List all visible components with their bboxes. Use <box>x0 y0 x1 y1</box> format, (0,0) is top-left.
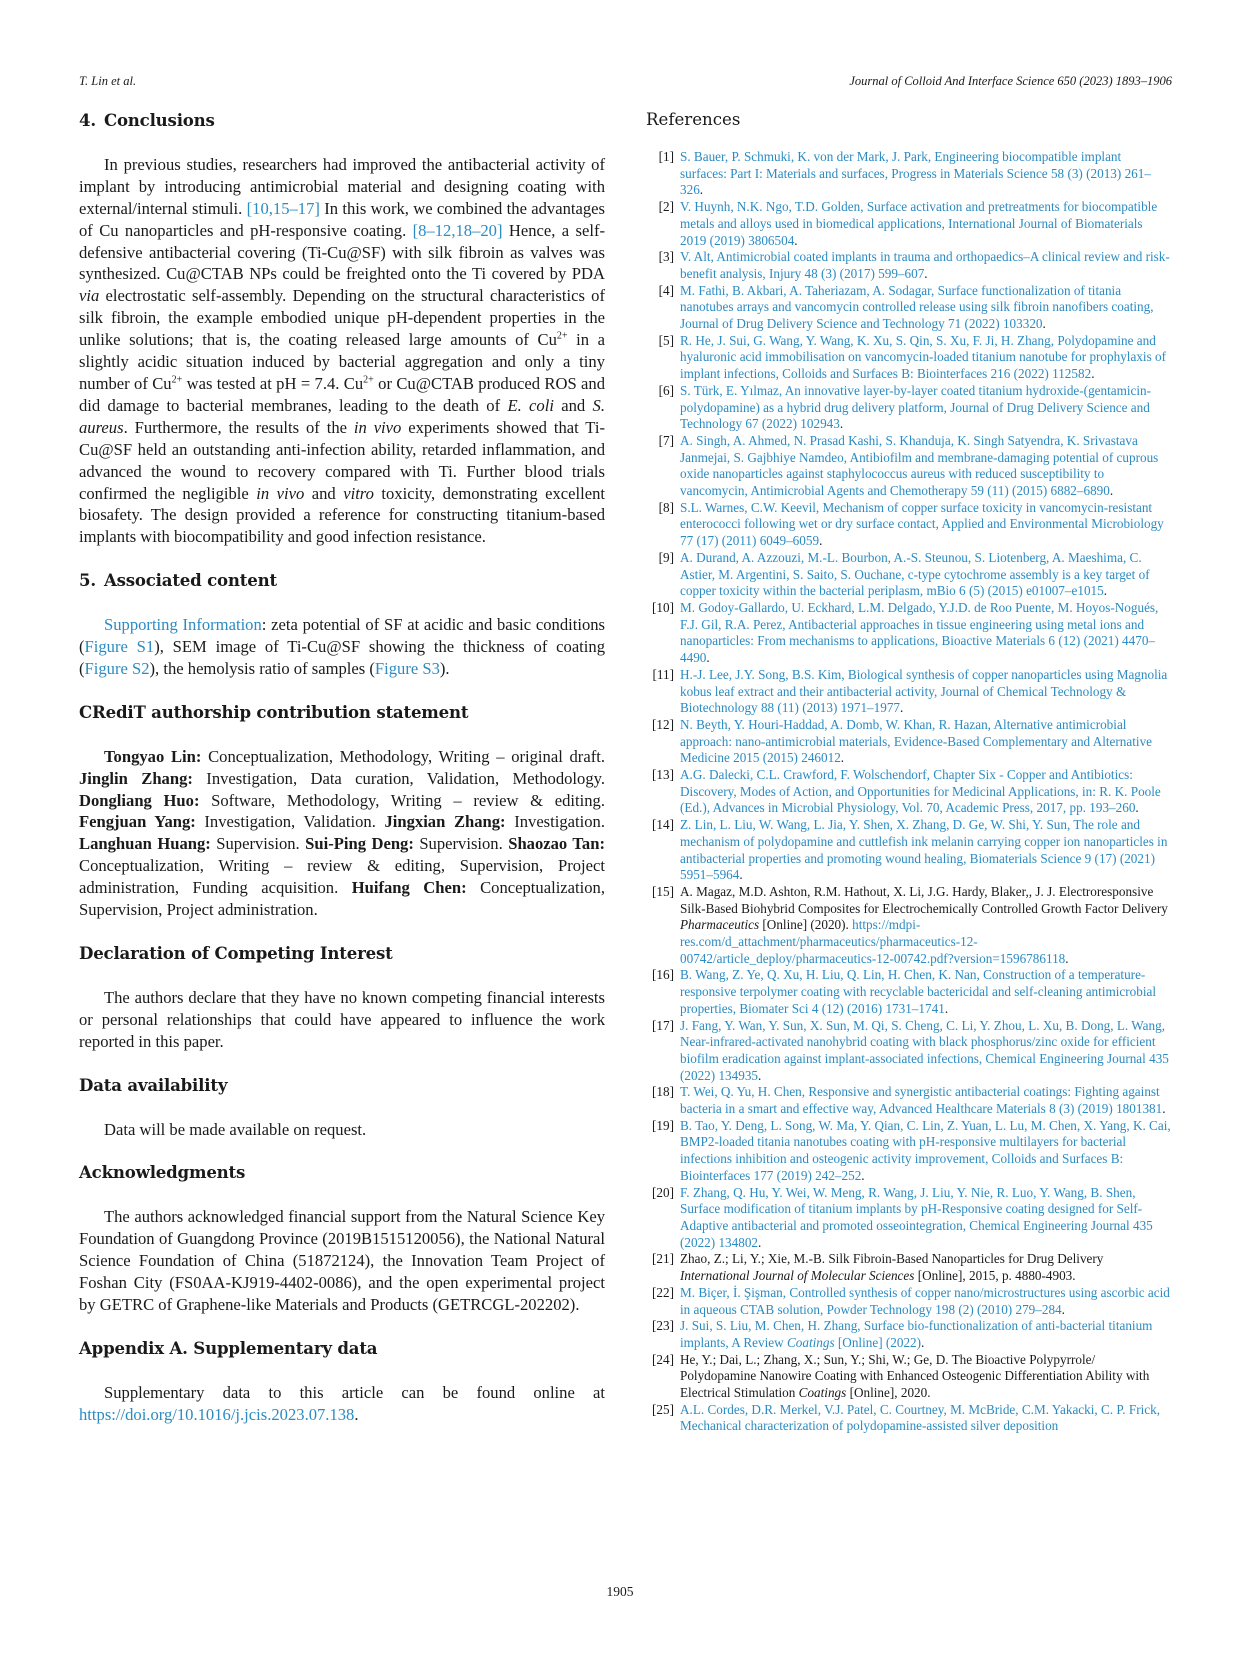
reference-text: [Online], 2015, p. 4880-4903. <box>914 1268 1076 1284</box>
reference-number: [18] <box>652 1084 674 1100</box>
author-name: Langhuan Huang: <box>79 834 211 854</box>
text-run: In previous studies, researchers had improved the antibacterial activity of implant by introducing antimicrobial material and designing coating with external/internal stimuli. <box>79 154 605 218</box>
section-heading-competing-interest: Declaration of Competing Interest <box>79 943 393 963</box>
text-run: ), the hemolysis ratio of samples ( <box>149 658 375 678</box>
superscript: 2+ <box>363 374 374 386</box>
reference-number: [4] <box>658 282 674 298</box>
author-name: Sui-Ping Deng: <box>305 834 414 854</box>
text-run: and <box>553 395 593 415</box>
reference-item: [1] S. Bauer, P. Schmuki, K. von der Mark, J. Park, Engineering biocompatible implant surfaces: Part I: Materials and surfaces, Progress in Materials Science 58 (3) (2013) 261–326. <box>646 149 1171 199</box>
reference-number: [13] <box>652 767 674 783</box>
reference-item: [20] F. Zhang, Q. Hu, Y. Wei, W. Meng, R. Wang, J. Liu, Y. Nie, R. Luo, Y. Wang, B. Shen, Surface modification of titanium implants by pH-Responsive coating designed for Self-Adaptive antibacterial and promoted osseointegration, Chemical Engineering Journal 435 (2022) 134802. <box>646 1185 1171 1252</box>
text-run: in a slightly acidic situation induced by bacterial aggregation and only a tiny number of Cu <box>79 330 605 393</box>
reference-number: [8] <box>658 499 674 515</box>
reference-link[interactable]: J. Sui, S. Liu, M. Chen, H. Zhang, Surface bio-functionalization of anti-bacterial titanium implants, A Review <box>680 1318 1153 1350</box>
reference-number: [25] <box>652 1401 674 1417</box>
text-run: : zeta potential of SF at acidic and basic conditions ( <box>79 615 605 657</box>
appendix-paragraph <box>79 1382 605 1426</box>
author-roles: Supervision. <box>413 834 509 854</box>
reference-journal: Coatings <box>798 1385 847 1401</box>
text-run: Hence, a self-defensive antibacterial covering (Ti-Cu@SF) with silk fibroin as valves was synthesized. Cu@CTAB NPs could be freighted onto the Ti covered by PDA <box>79 220 605 284</box>
text-run: In this work, we combined the advantages of Cu nanoparticles and pH-responsive coating. <box>79 198 605 240</box>
reference-text: [Online], 2020. <box>846 1385 931 1401</box>
reference-link[interactable]: T. Wei, Q. Yu, H. Chen, Responsive and synergistic antibacterial coatings: Fighting against bacteria in a smart and effective way, Advanced Healthcare Materials 8 (3) (2019) 1801381 <box>680 1084 1163 1117</box>
reference-link[interactable]: B. Wang, Z. Ye, Q. Xu, H. Liu, Q. Lin, H. Chen, K. Nan, Construction of a temperature-responsive terpolymer coating with recyclable bactericidal and self-cleaning antimicrobial properties, Biomater Sci 4 (12) (2016) 1731–1741 <box>680 967 1157 1016</box>
reference-item: [7] A. Singh, A. Ahmed, N. Prasad Kashi, S. Khanduja, K. Singh Satyendra, K. Srivastava Janmejai, S. Gajbhiye Namdeo, Antibiofilm and membrane-damaging potential of cuprous oxide nanoparticles against staphylococcus aureus with reduced susceptibility to vancomycin, Antimicrobial Agents and Chemotherapy 59 (11) (2015) 6882–6890. <box>646 433 1171 500</box>
left-column <box>79 110 605 1448</box>
running-head-authors: T. Lin et al. <box>79 74 137 88</box>
supporting-information-link[interactable]: Supporting Information <box>104 615 262 635</box>
reference-item: [11] H.-J. Lee, J.Y. Song, B.S. Kim, Biological synthesis of copper nanoparticles using Magnolia kobus leaf extract and their antibacterial activity, Journal of Chemical Technology & Biotechnology 88 (11) (2013) 1971–1977. <box>646 667 1171 717</box>
reference-number: [11] <box>652 666 674 682</box>
reference-number: [2] <box>658 199 674 215</box>
author-roles: Software, Methodology, Writing – review & editing. <box>199 790 605 810</box>
author-roles: Investigation, Validation. <box>195 812 385 832</box>
references-heading: References <box>646 110 741 129</box>
reference-link[interactable]: B. Tao, Y. Deng, L. Song, W. Ma, Y. Qian, C. Lin, Z. Yuan, L. Lu, M. Chen, X. Yang, K. Cai, BMP2-loaded titania nanotubes coating with pH-responsive multilayers for bacterial infections inhibition and osteogenic activity improvement, Colloids and Surfaces B: Biointerfaces 177 (2019) 242–252 <box>680 1117 1171 1183</box>
reference-link[interactable]: M. Fathi, B. Akbari, A. Taheriazam, A. Sodagar, Surface functionalization of titania nanotubes arrays and vancomycin controlled release using silk fibroin nanofibers coating, Journal of Drug Delivery Science and Technology 71 (2022) 103320 <box>680 282 1154 332</box>
reference-item <box>646 1402 1171 1435</box>
reference-link[interactable]: H.-J. Lee, J.Y. Song, B.S. Kim, Biological synthesis of copper nanoparticles using Magnolia kobus leaf extract and their antibacterial activity, Journal of Chemical Technology & Biotechnology 88 (11) (2013) 1971–1977 <box>680 666 1168 716</box>
reference-item: [18] T. Wei, Q. Yu, H. Chen, Responsive and synergistic antibacterial coatings: Fighting against bacteria in a smart and effective way, Advanced Healthcare Materials 8 (3) (2019) 1801381. <box>646 1084 1171 1117</box>
section-title: Conclusions <box>103 110 215 130</box>
reference-link[interactable]: [Online] (2022) <box>834 1334 922 1350</box>
figure-s3-link[interactable]: Figure S3 <box>374 658 440 678</box>
superscript: 2+ <box>171 374 183 386</box>
section-heading-conclusions <box>79 110 605 132</box>
author-name: Jinglin Zhang: <box>79 768 193 788</box>
section-number: 4. <box>79 110 96 130</box>
reference-number: [14] <box>652 817 674 833</box>
italic-term: in vivo <box>256 483 305 503</box>
italic-term: S. aureus <box>79 395 605 437</box>
reference-item: [14] Z. Lin, L. Liu, W. Wang, L. Jia, Y. Shen, X. Zhang, D. Ge, W. Shi, Y. Sun, The role and mechanism of polydopamine and cuttlefish ink melanin carrying copper ion nanoparticles in antibacterial properties and promoting wound healing, Biomaterials Science 9 (17) (2021) 5951–5964. <box>646 817 1171 884</box>
author-roles: Supervision. <box>210 834 306 854</box>
citation-link[interactable]: [8–12,18–20] <box>412 220 503 240</box>
reference-item: [22] M. Biçer, İ. Şişman, Controlled synthesis of copper nano/microstructures using ascorbic acid in aqueous CTAB solution, Powder Technology 198 (2) (2010) 279–284. <box>646 1285 1171 1318</box>
section-heading-data-availability: Data availability <box>79 1074 228 1095</box>
reference-url-link[interactable]: https://mdpi-res.com/d_attachment/pharmaceutics/pharmaceutics-12-00742/article_deploy/pharmaceutics-12-00742.pdf?version=1596786118 <box>680 917 1066 966</box>
author-name: Fengjuan Yang: <box>79 812 196 832</box>
reference-item: [23] J. Sui, S. Liu, M. Chen, H. Zhang, Surface bio-functionalization of anti-bacterial titanium implants, A Review Coatings [Online] (2022). <box>646 1318 1171 1351</box>
section-heading-associated-content <box>79 570 605 592</box>
reference-item <box>646 1251 1171 1284</box>
reference-journal: International Journal of Molecular Sciences <box>680 1268 915 1284</box>
author-name: Huifang Chen: <box>351 878 467 898</box>
section-heading-acknowledgments: Acknowledgments <box>79 1162 246 1183</box>
text-run: Supplementary data to this article can be found online at <box>104 1382 605 1402</box>
credit-paragraph <box>79 746 605 921</box>
reference-link[interactable]: F. Zhang, Q. Hu, Y. Wei, W. Meng, R. Wang, J. Liu, Y. Nie, R. Luo, Y. Wang, B. Shen, Surface modification of titanium implants by pH-Responsive coating designed for Self-Adaptive antibacterial and promoted osseointegration, Chemical Engineering Journal 435 (2022) 134802 <box>680 1184 1153 1250</box>
right-column <box>646 110 1171 1435</box>
reference-number: [20] <box>652 1184 674 1200</box>
reference-item: [17] J. Fang, Y. Wan, Y. Sun, X. Sun, M. Qi, S. Cheng, C. Li, Y. Zhou, L. Xu, B. Dong, L. Wang, Near-infrared-activated nanohybrid coating with black phosphorus/zinc oxide for efficient biofilm eradication against implant-associated infections, Chemical Engineering Journal 435 (2022) 134935. <box>646 1018 1171 1085</box>
author-roles: Conceptualization, Writing – review & editing, Supervision, Project administration, Funding acquisition. <box>79 856 605 898</box>
author-name: Tongyao Lin: <box>104 746 202 766</box>
reference-link[interactable]: A. Durand, A. Azzouzi, M.-L. Bourbon, A.-S. Steunou, S. Liotenberg, A. Maeshima, C. Astier, M. Argentini, S. Saito, S. Ouchane, c-type cytochrome assembly is a key target of copper toxicity within the bacterial periplasm, mBio 6 (5) (2015) e01007–e1015 <box>680 549 1150 599</box>
page-number: 1905 <box>606 1584 634 1599</box>
italic-term: via <box>79 286 100 306</box>
reference-number: [10] <box>652 599 674 615</box>
reference-link[interactable]: V. Alt, Antimicrobial coated implants in trauma and orthopaedics–A clinical review and risk-benefit analysis, Injury 48 (3) (2017) 599–607 <box>680 249 1170 281</box>
italic-term: in vivo <box>353 417 402 437</box>
section-heading-credit: CRediT authorship contribution statement <box>79 701 469 722</box>
acknowledgments-paragraph: The authors acknowledged financial support from the Natural Science Key Foundation of Guangdong Province (2019B1515120056), the National Natural Science Foundation of China (51872124), the Innovation Team Project of Foshan City (FS0AA-KJ919-4402-0086), and the open experimental project by GETRC of Graphene-like Materials and Products (GETRCGL-202202). <box>79 1207 605 1314</box>
text-run: and <box>304 483 344 503</box>
reference-item: [8] S.L. Warnes, C.W. Keevil, Mechanism of copper surface toxicity in vancomycin-resistant enterococci following wet or dry surface contact, Applied and Environmental Microbiology 77 (17) (2011) 6049–6059. <box>646 500 1171 550</box>
reference-number: [16] <box>652 967 674 983</box>
reference-link[interactable]: A.L. Cordes, D.R. Merkel, V.J. Patel, C. Courtney, M. McBride, C.M. Yakacki, C. P. Frick, Mechanical characterization of polydopamine-assisted silver deposition <box>680 1401 1160 1434</box>
reference-number: [24] <box>652 1351 674 1367</box>
reference-link[interactable]: Z. Lin, L. Liu, W. Wang, L. Jia, Y. Shen, X. Zhang, D. Ge, W. Shi, Y. Sun, The role and mechanism of polydopamine and cuttlefish ink melanin carrying copper ion nanoparticles in antibacterial properties and promoting wound healing, Biomaterials Science 9 (17) (2021) 5951–5964 <box>680 817 1168 883</box>
data-availability-paragraph: Data will be made available on request. <box>104 1119 367 1139</box>
reference-link[interactable]: R. He, J. Sui, G. Wang, Y. Wang, K. Xu, S. Qin, S. Xu, F. Ji, H. Zhang, Polydopamine and hyaluronic acid immobilisation on vancomycin-loaded titanium nanotube for prophylaxis of implant infections, Colloids and Surfaces B: Biointerfaces 216 (2022) 112582 <box>680 332 1166 382</box>
reference-item: [10] M. Godoy-Gallardo, U. Eckhard, L.M. Delgado, Y.J.D. de Roo Puente, M. Hoyos-Nogués, F.J. Gil, R.A. Perez, Antibacterial approaches in tissue engineering using metal ions and nanoparticles: From mechanisms to applications, Bioactive Materials 6 (12) (2021) 4470–4490. <box>646 600 1171 667</box>
italic-term: vitro <box>343 483 374 503</box>
conclusions-paragraph <box>79 154 605 548</box>
reference-item: [4] M. Fathi, B. Akbari, A. Taheriazam, A. Sodagar, Surface functionalization of titania nanotubes arrays and vancomycin controlled release using silk fibroin nanofibers coating, Journal of Drug Delivery Science and Technology 71 (2022) 103320. <box>646 283 1171 333</box>
text-run: toxicity, demonstrating excellent biosafety. The design provided a reference for constructing titanium-based implants with biocompatibility and good infection resistance. <box>79 483 605 547</box>
italic-term: E. coli <box>507 395 554 415</box>
reference-item: [13] A.G. Dalecki, C.L. Crawford, F. Wolschendorf, Chapter Six - Copper and Antibiotics: Discovery, Modes of Action, and Opportunities for Medicinal Applications, in: R. K. Poole (Ed.), Advances in Microbial Physiology, Vol. 70, Academic Press, 2017, pp. 193–260. <box>646 767 1171 817</box>
author-roles: Investigation, Data curation, Validation, Methodology. <box>192 768 605 788</box>
reference-number: [1] <box>658 149 674 164</box>
reference-link[interactable]: M. Godoy-Gallardo, U. Eckhard, L.M. Delgado, Y.J.D. de Roo Puente, M. Hoyos-Nogués, F.J. Gil, R.A. Perez, Antibacterial approaches in tissue engineering using metal ions and nanoparticles: From mechanisms to applications, Bioactive Materials 6 (12) (2021) 4470–4490 <box>680 599 1159 666</box>
reference-text: [Online] (2020). <box>759 917 853 933</box>
reference-number: [7] <box>658 432 674 448</box>
competing-interest-paragraph: The authors declare that they have no known competing financial interests or personal relationships that could have appeared to influence the work reported in this paper. <box>79 987 605 1051</box>
author-roles: Conceptualization, Methodology, Writing – original draft. <box>201 746 605 766</box>
reference-item: [16] B. Wang, Z. Ye, Q. Xu, H. Liu, Q. Lin, H. Chen, K. Nan, Construction of a temperature-responsive terpolymer coating with recyclable bactericidal and self-cleaning antimicrobial properties, Biomater Sci 4 (12) (2016) 1731–1741. <box>646 967 1171 1017</box>
reference-link[interactable]: A. Singh, A. Ahmed, N. Prasad Kashi, S. Khanduja, K. Singh Satyendra, K. Srivastava Janmejai, S. Gajbhiye Namdeo, Antibiofilm and membrane-damaging potential of cuprous oxide nanoparticles against staphylococcus aureus with reduced susceptibility to vancomycin, Antimicrobial Agents and Chemotherapy 59 (11) (2015) 6882–6890 <box>680 432 1159 499</box>
reference-item: [5] R. He, J. Sui, G. Wang, Y. Wang, K. Xu, S. Qin, S. Xu, F. Ji, H. Zhang, Polydopamine and hyaluronic acid immobilisation on vancomycin-loaded titanium nanotube for prophylaxis of implant infections, Colloids and Surfaces B: Biointerfaces 216 (2022) 112582. <box>646 333 1171 383</box>
reference-journal: Pharmaceutics <box>680 917 760 933</box>
reference-journal[interactable]: Coatings <box>786 1334 835 1350</box>
reference-link[interactable]: V. Huynh, N.K. Ngo, T.D. Golden, Surface activation and pretreatments for biocompatible metals and alloys used in biomedical applications, International Journal of Biomaterials 2019 (2019) 3806504 <box>680 199 1158 248</box>
author-name: Jingxian Zhang: <box>384 812 506 832</box>
text-run: electrostatic self-assembly. Depending on the structural characteristics of silk fibroin, the example embodied unique pH-dependent properties in the unlike solutions; that is, the coating released large amounts of Cu <box>79 286 605 350</box>
reference-number: [17] <box>652 1017 674 1033</box>
figure-s2-link[interactable]: Figure S2 <box>84 658 150 678</box>
text-run: . Furthermore, the results of the <box>123 417 354 437</box>
author-name: Dongliang Huo: <box>79 790 200 810</box>
superscript: 2+ <box>556 330 568 342</box>
reference-text: Zhao, Z.; Li, Y.; Xie, M.-B. Silk Fibroin-Based Nanoparticles for Drug Delivery <box>680 1251 1104 1267</box>
reference-item: [19] B. Tao, Y. Deng, L. Song, W. Ma, Y. Qian, C. Lin, Z. Yuan, L. Lu, M. Chen, X. Yang, K. Cai, BMP2-loaded titania nanotubes coating with pH-responsive multilayers for bacterial infections inhibition and osteogenic activity improvement, Colloids and Surfaces B: Biointerfaces 177 (2019) 242–252. <box>646 1118 1171 1185</box>
reference-number: [12] <box>652 716 674 732</box>
reference-item: [3] V. Alt, Antimicrobial coated implants in trauma and orthopaedics–A clinical review and risk-benefit analysis, Injury 48 (3) (2017) 599–607. <box>646 249 1171 282</box>
reference-number: [6] <box>658 382 674 398</box>
section-title: Associated content <box>103 570 277 591</box>
reference-link[interactable]: M. Biçer, İ. Şişman, Controlled synthesis of copper nano/microstructures using ascorbic acid in aqueous CTAB solution, Powder Technology 198 (2) (2010) 279–284 <box>680 1284 1170 1317</box>
reference-list <box>646 149 1171 1435</box>
reference-number: [15] <box>652 883 674 899</box>
citation-link[interactable]: [10,15–17] <box>246 198 320 218</box>
reference-item: [2] V. Huynh, N.K. Ngo, T.D. Golden, Surface activation and pretreatments for biocompatible metals and alloys used in biomedical applications, International Journal of Biomaterials 2019 (2019) 3806504. <box>646 199 1171 249</box>
reference-item: [6] S. Türk, E. Yılmaz, An innovative layer-by-layer coated titanium hydroxide-(gentamicin-polydopamine) as a hybrid drug delivery platform, Journal of Drug Delivery Science and Technology 67 (2022) 102943. <box>646 383 1171 433</box>
reference-number: [5] <box>658 332 674 348</box>
reference-link[interactable]: S. Bauer, P. Schmuki, K. von der Mark, J. Park, Engineering biocompatible implant surfaces: Part I: Materials and surfaces, Progress in Materials Science 58 (3) (2013) 261–326 <box>680 149 1151 198</box>
reference-link[interactable]: S. Türk, E. Yılmaz, An innovative layer-by-layer coated titanium hydroxide-(gentamicin-polydopamine) as a hybrid drug delivery platform, Journal of Drug Delivery Science and Technology 67 (2022) 102943 <box>680 382 1152 432</box>
reference-item: [15] A. Magaz, M.D. Ashton, R.M. Hathout, X. Li, J.G. Hardy, Blaker,, J. J. Electroresponsive Silk-Based Biohybrid Composites for Electrochemically Controlled Growth Factor Delivery Pharmaceutics [Online] (2020). https://mdpi-res.com/d_attachment/pharmaceutics/pharmaceutics-12-00742/article_deploy/pharmaceutics-12-00742.pdf?version=1596786118. <box>646 884 1171 968</box>
reference-link[interactable]: J. Fang, Y. Wan, Y. Sun, X. Sun, M. Qi, S. Cheng, C. Li, Y. Zhou, L. Xu, B. Dong, L. Wang, Near-infrared-activated nanohybrid coating with black phosphorus/zinc oxide for efficient biofilm eradication against implant-associated infections, Chemical Engineering Journal 435 (2022) 134935 <box>680 1017 1169 1083</box>
section-heading-appendix: Appendix A. Supplementary data <box>79 1337 378 1358</box>
associated-content-paragraph <box>79 614 605 680</box>
reference-link[interactable]: N. Beyth, Y. Houri-Haddad, A. Domb, W. Khan, R. Hazan, Alternative antimicrobial approach: nano-antimicrobial materials, Evidence-Based Complementary and Alternative Medicine 2015 (2015) 246012 <box>680 716 1153 766</box>
text-run: experiments showed that Ti-Cu@SF held an outstanding anti-infection ability, retarded inflammation, and advanced the wound to recovery compared with Ti. Further blood trials confirmed the negligible <box>79 417 605 503</box>
text-run: ), SEM image of Ti-Cu@SF showing the thickness of coating ( <box>79 637 606 678</box>
reference-number: [3] <box>658 249 674 265</box>
reference-number: [9] <box>658 549 674 565</box>
reference-number: [19] <box>652 1117 674 1133</box>
reference-item: [12] N. Beyth, Y. Houri-Haddad, A. Domb, W. Khan, R. Hazan, Alternative antimicrobial approach: nano-antimicrobial materials, Evidence-Based Complementary and Alternative Medicine 2015 (2015) 246012. <box>646 717 1171 767</box>
reference-number: [22] <box>652 1284 674 1300</box>
author-roles: Conceptualization, Supervision, Project administration. <box>79 878 605 920</box>
text-run: or Cu@CTAB produced ROS and did damage to bacterial membranes, leading to the death of <box>79 373 605 415</box>
reference-link[interactable]: S.L. Warnes, C.W. Keevil, Mechanism of copper surface toxicity in vancomycin-resistant enterococci following wet or dry surface contact, Applied and Environmental Microbiology 77 (17) (2011) 6049–6059 <box>680 499 1164 549</box>
author-name: Shaozao Tan: <box>508 834 605 854</box>
reference-item <box>646 1352 1171 1402</box>
text-run: . <box>354 1404 359 1424</box>
text-run: ). <box>439 658 450 678</box>
reference-number: [23] <box>652 1318 674 1334</box>
reference-item: [9] A. Durand, A. Azzouzi, M.-L. Bourbon, A.-S. Steunou, S. Liotenberg, A. Maeshima, C. Astier, M. Argentini, S. Saito, S. Ouchane, c-type cytochrome assembly is a key target of copper toxicity within the bacterial periplasm, mBio 6 (5) (2015) e01007–e1015. <box>646 550 1171 600</box>
supplementary-doi-link[interactable]: https://doi.org/10.1016/j.jcis.2023.07.138 <box>79 1404 355 1424</box>
author-roles: Investigation. <box>505 812 605 832</box>
text-run: was tested at pH = 7.4. Cu <box>182 373 364 393</box>
reference-number: [21] <box>652 1251 674 1267</box>
running-head-journal: Journal of Colloid And Interface Science 650 (2023) 1893–1906 <box>849 74 1172 88</box>
reference-text: A. Magaz, M.D. Ashton, R.M. Hathout, X. Li, J.G. Hardy, Blaker,, J. J. Electroresponsive Silk-Based Biohybrid Composites for Electrochemically Controlled Growth Factor Delivery <box>680 883 1168 916</box>
reference-link[interactable]: A.G. Dalecki, C.L. Crawford, F. Wolschendorf, Chapter Six - Copper and Antibiotics: Discovery, Modes of Action, and Opportunities for Medicinal Applications, in: R. K. Poole (Ed.), Advances in Microbial Physiology, Vol. 70, Academic Press, 2017, pp. 193–260 <box>680 767 1161 816</box>
reference-text: He, Y.; Dai, L.; Zhang, X.; Sun, Y.; Shi, W.; Ge, D. The Bioactive Polypyrrole/ Polydopamine Nanowire Coating with Enhanced Osteogenic Differentiation Ability with Electrical Stimulation <box>680 1351 1150 1401</box>
section-number: 5. <box>79 570 96 591</box>
figure-s1-link[interactable]: Figure S1 <box>84 637 155 657</box>
